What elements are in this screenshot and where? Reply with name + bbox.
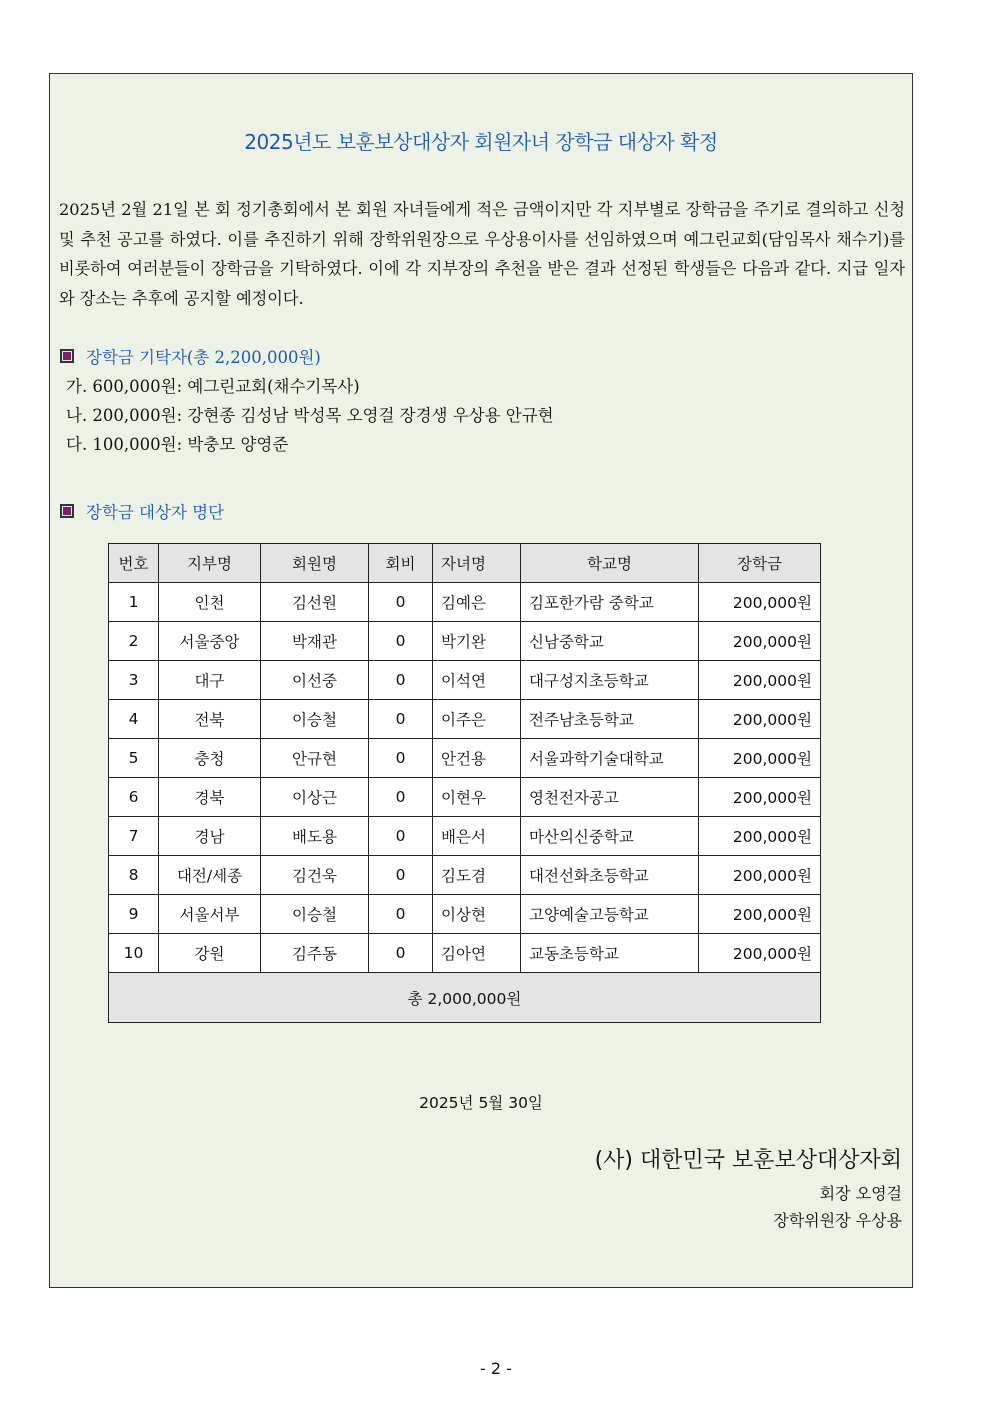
membership-fee: 0 xyxy=(369,661,433,700)
membership-fee: 0 xyxy=(369,817,433,856)
column-header: 장학금 xyxy=(699,544,821,583)
square-bullet-icon xyxy=(60,504,74,518)
column-header: 회비 xyxy=(369,544,433,583)
donor-heading-text: 장학금 기탁자(총 2,200,000원) xyxy=(86,348,321,367)
school-name: 김포한가람 중학교 xyxy=(521,583,699,622)
row-number: 8 xyxy=(109,856,159,895)
branch-name: 대구 xyxy=(159,661,261,700)
member-name: 박재관 xyxy=(261,622,369,661)
row-number: 9 xyxy=(109,895,159,934)
scholarship-table xyxy=(108,543,821,1023)
table-row xyxy=(109,700,821,739)
member-name: 이상근 xyxy=(261,778,369,817)
child-name: 김도겸 xyxy=(433,856,521,895)
table-row xyxy=(109,817,821,856)
row-number: 3 xyxy=(109,661,159,700)
member-name: 안규현 xyxy=(261,739,369,778)
school-name: 서울과학기술대학교 xyxy=(521,739,699,778)
scholarship-amount: 200,000원 xyxy=(699,739,821,778)
donor-section-heading xyxy=(60,344,321,368)
page-number: - 2 - xyxy=(480,1359,512,1378)
membership-fee: 0 xyxy=(369,622,433,661)
scholarship-amount: 200,000원 xyxy=(699,856,821,895)
branch-name: 경북 xyxy=(159,778,261,817)
child-name: 배은서 xyxy=(433,817,521,856)
child-name: 박기완 xyxy=(433,622,521,661)
scholarship-amount: 200,000원 xyxy=(699,817,821,856)
member-name: 김주동 xyxy=(261,934,369,973)
intro-paragraph: 2025년 2월 21일 본 회 정기총회에서 본 회원 자녀들에게 적은 금액이지만 각 지부별로 장학금을 주기로 결의하고 신청 및 추천 공고를 하였다. 이를 추진하기 위해 장학위원장으로 우상용이사를 선임하였으며 예그린교회(담임목사 채수기)를 비롯하여 여러분들이 장학금을 기탁하였다. 이에 각 지부장의 추천을 받은 결과 선정된 학생들은 다음과 같다. 지급 일자와 장소는 추후에 공지할 예정이다. xyxy=(59,200,905,308)
school-name: 영천전자공고 xyxy=(521,778,699,817)
table-row xyxy=(109,739,821,778)
child-name: 이상현 xyxy=(433,895,521,934)
member-name: 김선원 xyxy=(261,583,369,622)
table-row xyxy=(109,622,821,661)
member-name: 이승철 xyxy=(261,700,369,739)
branch-name: 서울중앙 xyxy=(159,622,261,661)
school-name: 전주남초등학교 xyxy=(521,700,699,739)
child-name: 김예은 xyxy=(433,583,521,622)
school-name: 신남중학교 xyxy=(521,622,699,661)
scholarship-amount: 200,000원 xyxy=(699,661,821,700)
column-header: 회원명 xyxy=(261,544,369,583)
table-row xyxy=(109,856,821,895)
donor-line: 가. 600,000원: 예그린교회(채수기목사) xyxy=(66,377,360,396)
document-date: 2025년 5월 30일 xyxy=(419,1094,543,1112)
membership-fee: 0 xyxy=(369,934,433,973)
row-number: 4 xyxy=(109,700,159,739)
branch-name: 충청 xyxy=(159,739,261,778)
member-name: 배도용 xyxy=(261,817,369,856)
school-name: 마산의신중학교 xyxy=(521,817,699,856)
school-name: 대구성지초등학교 xyxy=(521,661,699,700)
table-header-row xyxy=(109,544,821,583)
branch-name: 대전/세종 xyxy=(159,856,261,895)
donor-line: 나. 200,000원: 강현종 김성남 박성목 오영걸 장경생 우상용 안규현 xyxy=(66,406,554,425)
recipient-section-heading xyxy=(60,499,224,523)
membership-fee: 0 xyxy=(369,700,433,739)
table-row xyxy=(109,661,821,700)
child-name: 이현우 xyxy=(433,778,521,817)
scholarship-amount: 200,000원 xyxy=(699,895,821,934)
membership-fee: 0 xyxy=(369,778,433,817)
branch-name: 인천 xyxy=(159,583,261,622)
child-name: 안건용 xyxy=(433,739,521,778)
branch-name: 전북 xyxy=(159,700,261,739)
column-header: 자녀명 xyxy=(433,544,521,583)
school-name: 교동초등학교 xyxy=(521,934,699,973)
table-row xyxy=(109,583,821,622)
total-amount: 총 2,000,000원 xyxy=(109,973,821,1023)
membership-fee: 0 xyxy=(369,895,433,934)
member-name: 이승철 xyxy=(261,895,369,934)
membership-fee: 0 xyxy=(369,583,433,622)
square-bullet-icon xyxy=(60,349,74,363)
recipient-heading-text: 장학금 대상자 명단 xyxy=(86,503,225,522)
column-header: 지부명 xyxy=(159,544,261,583)
row-number: 1 xyxy=(109,583,159,622)
member-name: 김건욱 xyxy=(261,856,369,895)
scholarship-amount: 200,000원 xyxy=(699,583,821,622)
document-title: 2025년도 보훈보상대상자 회원자녀 장학금 대상자 확정 xyxy=(244,130,718,154)
membership-fee: 0 xyxy=(369,739,433,778)
table-row xyxy=(109,778,821,817)
row-number: 5 xyxy=(109,739,159,778)
row-number: 7 xyxy=(109,817,159,856)
scholarship-amount: 200,000원 xyxy=(699,700,821,739)
column-header: 번호 xyxy=(109,544,159,583)
school-name: 고양예술고등학교 xyxy=(521,895,699,934)
table-total-row xyxy=(109,973,821,1023)
row-number: 2 xyxy=(109,622,159,661)
row-number: 6 xyxy=(109,778,159,817)
branch-name: 강원 xyxy=(159,934,261,973)
branch-name: 서울서부 xyxy=(159,895,261,934)
organization-name: (사) 대한민국 보훈보상대상자회 xyxy=(594,1148,902,1173)
scholarship-amount: 200,000원 xyxy=(699,934,821,973)
child-name: 이주은 xyxy=(433,700,521,739)
document-frame xyxy=(49,73,913,1288)
table-row xyxy=(109,934,821,973)
member-name: 이선중 xyxy=(261,661,369,700)
donor-line: 다. 100,000원: 박충모 양영준 xyxy=(66,435,289,454)
table-row xyxy=(109,895,821,934)
row-number: 10 xyxy=(109,934,159,973)
child-name: 이석연 xyxy=(433,661,521,700)
school-name: 대전선화초등학교 xyxy=(521,856,699,895)
signature-committee-chair: 장학위원장 우상용 xyxy=(773,1211,902,1230)
column-header: 학교명 xyxy=(521,544,699,583)
branch-name: 경남 xyxy=(159,817,261,856)
signature-president: 회장 오영걸 xyxy=(819,1184,902,1203)
scholarship-amount: 200,000원 xyxy=(699,778,821,817)
membership-fee: 0 xyxy=(369,856,433,895)
scholarship-amount: 200,000원 xyxy=(699,622,821,661)
child-name: 김아연 xyxy=(433,934,521,973)
